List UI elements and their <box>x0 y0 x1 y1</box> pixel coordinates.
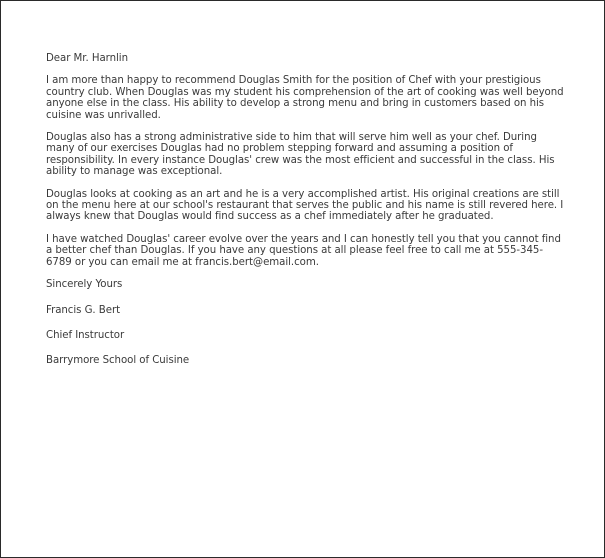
closing: Sincerely Yours <box>46 279 123 291</box>
organization-name: Barrymore School of Cuisine <box>46 355 190 367</box>
signer-name: Francis G. Bert <box>46 304 121 316</box>
signer-title: Chief Instructor <box>46 329 125 341</box>
salutation: Dear Mr. Harnlin <box>46 53 128 64</box>
letter-body <box>46 53 564 381</box>
paragraph-administration: Douglas also has a strong administrative side to him that will serve him well as your chef. During many of our exercises Douglas had no problem stepping forward and assuming a position of responsibility. In every instance Douglas' crew was the most efficient and successful in the class. His ability to manage was exceptional. <box>46 132 555 178</box>
paragraph-artistry: Douglas looks at cooking as an art and he is a very accomplished artist. His original creations are still on the menu here at our school's restaurant that serves the public and his name is still revered here. I always knew that Douglas would find success as a chef immediately after he graduated. <box>46 188 564 223</box>
paragraph-introduction: I am more than happy to recommend Douglas Smith for the position of Chef with your prestigious country club. When Douglas was my student his comprehension of the art of cooking was well beyond anyone else in the class. His ability to develop a strong menu and bring in customers based on his cuisine was unrivalled. <box>46 75 564 121</box>
signature-block <box>46 279 564 367</box>
paragraph-contact: I have watched Douglas' career evolve over the years and I can honestly tell you that you cannot find a better chef than Douglas. If you have any questions at all please feel free to call me at 555-345-6789 or you can email me at francis.bert@email.com. <box>46 233 561 268</box>
